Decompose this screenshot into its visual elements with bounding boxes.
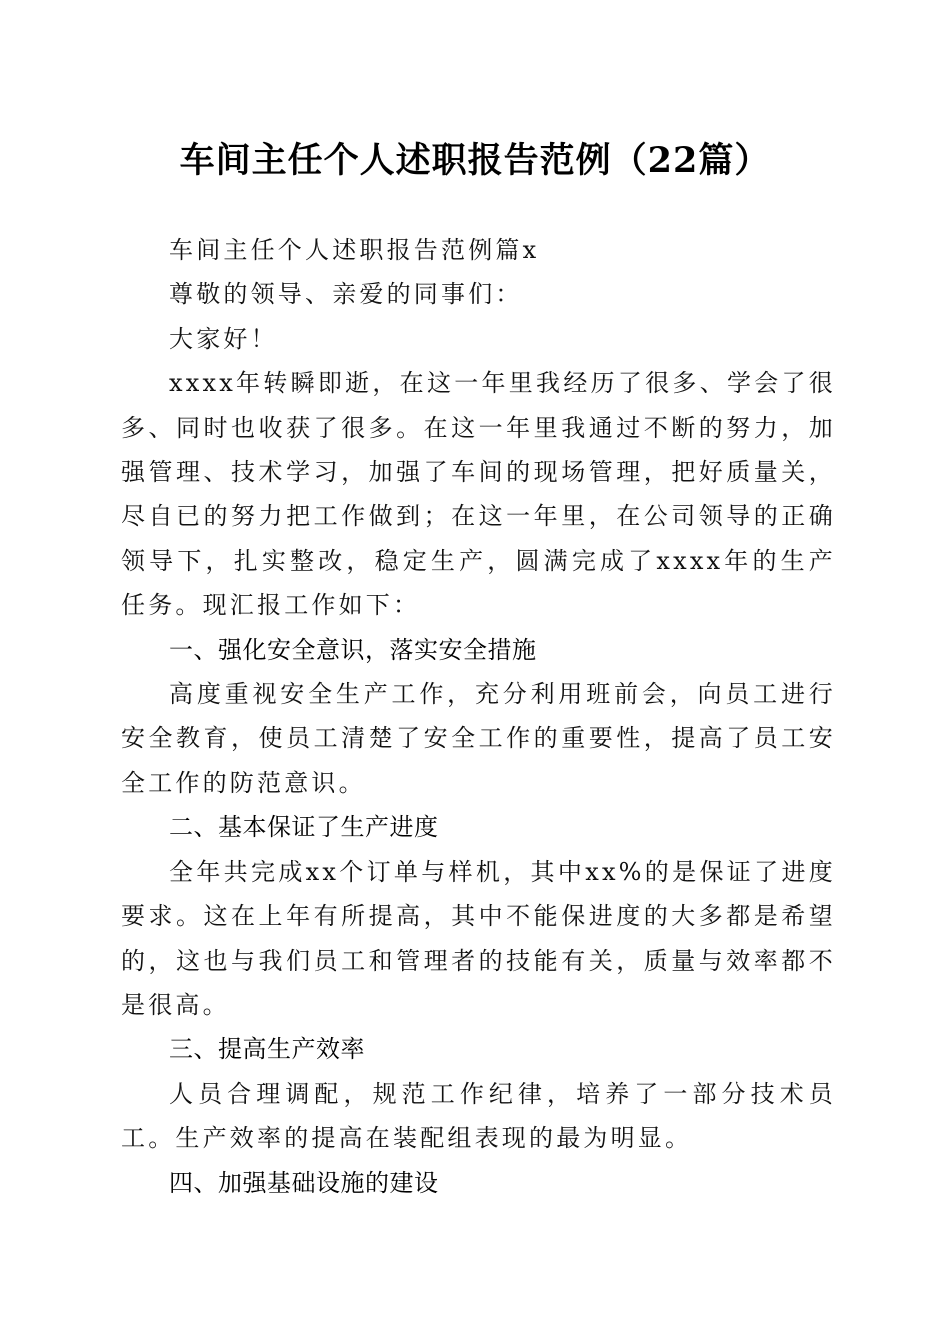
section-heading-progress: 二、基本保证了生产进度 <box>169 813 439 842</box>
document-subtitle: 车间主任个人述职报告范例篇x <box>169 236 540 264</box>
greeting: 大家好！ <box>169 324 278 353</box>
document-body <box>121 228 836 1205</box>
salutation: 尊敬的领导、亲爱的同事们： <box>169 280 523 309</box>
paragraph-safety: 高度重视安全生产工作，充分利用班前会，向员工进行安全教育，使员工清楚了安全工作的重要性，提高了员工安全工作的防范意识。 <box>121 680 836 797</box>
paragraph-efficiency: 人员合理调配，规范工作纪律，培养了一部分技术员工。生产效率的提高在装配组表现的最为明显。 <box>121 1079 836 1153</box>
section-heading-infrastructure: 四、加强基础设施的建设 <box>169 1168 439 1197</box>
paragraph-intro: xxxx年转瞬即逝，在这一年里我经历了很多、学会了很多、同时也收获了很多。在这一年里我通过不断的努力，加强管理、技术学习，加强了车间的现场管理，把好质量关，尽自已的努力把工作做到；在这一年里，在公司领导的正确领导下，扎实整改，稳定生产，圆满完成了xxxx年的生产任务。现汇报工作如下： <box>121 369 836 620</box>
section-heading-efficiency: 三、提高生产效率 <box>169 1035 365 1064</box>
document-title: 车间主任个人述职报告范例（22篇） <box>179 140 771 181</box>
section-heading-safety: 一、强化安全意识，落实安全措施 <box>169 635 537 664</box>
paragraph-progress: 全年共完成xx个订单与样机，其中xx%的是保证了进度要求。这在上年有所提高，其中不能保进度的大多都是希望的，这也与我们员工和管理者的技能有关，质量与效率都不是很高。 <box>121 857 836 1019</box>
